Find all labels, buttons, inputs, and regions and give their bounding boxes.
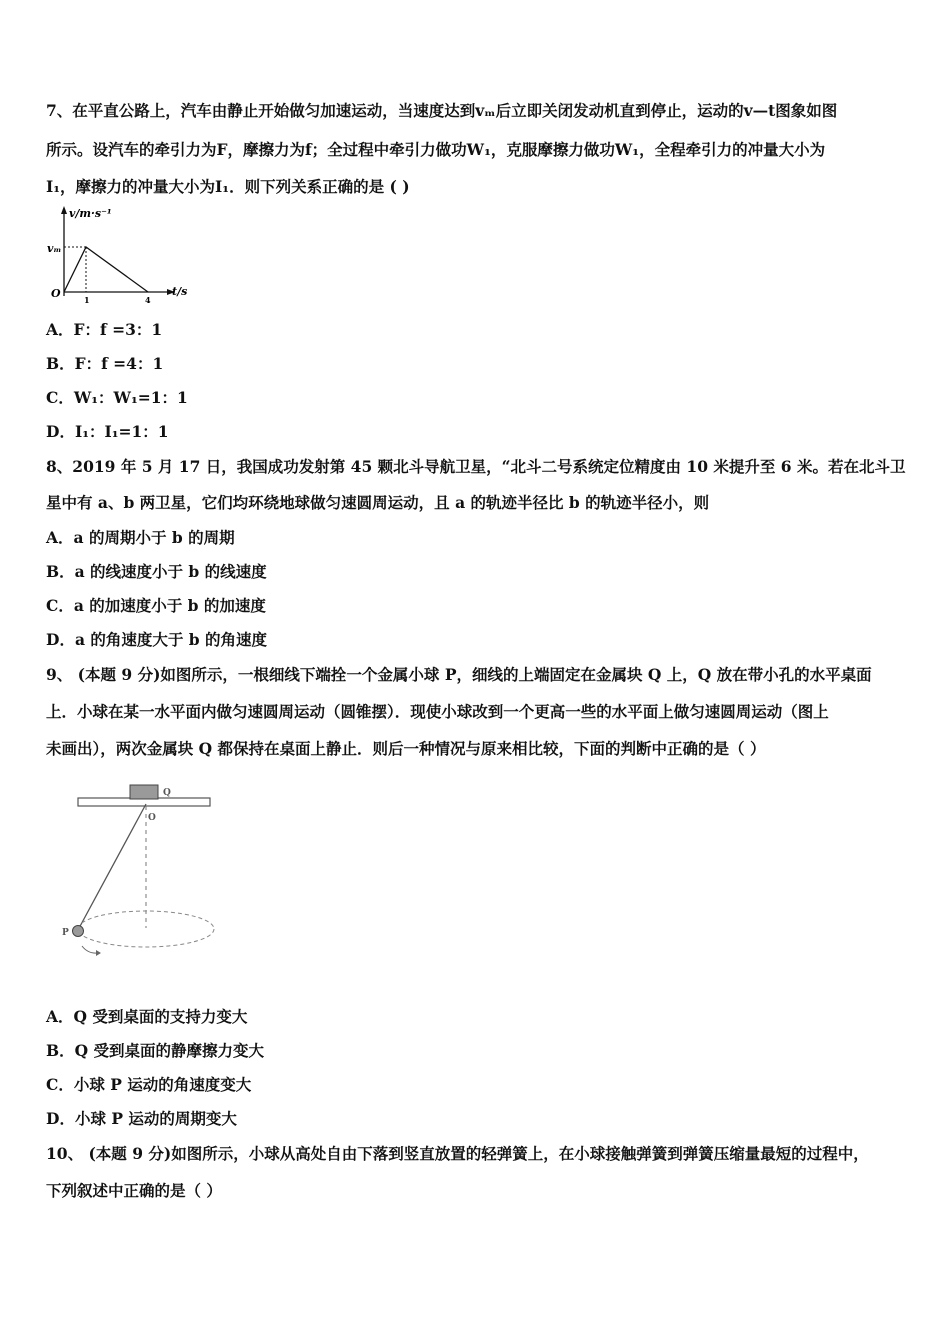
q9-ball-p xyxy=(73,926,84,937)
q7-tick-1: 1 xyxy=(84,295,90,305)
q9-block-q xyxy=(130,785,158,799)
q9-stem-line-3: 未画出），两次金属块 Q 都保持在桌面上静止．则后一种情况与原来相比较，下面的判断中正确的是（ ） xyxy=(46,739,766,758)
q7-y-axis-arrow xyxy=(61,206,67,214)
q8-stem-line-2: 星中有 a、b 两卫星，它们均环绕地球做匀速圆周运动，且 a 的轨迹半径比 b 的轨迹半径小，则 xyxy=(46,493,710,512)
q7-y-axis-label: v/m·s⁻¹ xyxy=(69,207,112,220)
q9-option-a[interactable]: A．Q 受到桌面的支持力变大 xyxy=(46,1007,248,1026)
q9-stem-line-1: 9、 (本题 9 分)如图所示，一根细线下端拴一个金属小球 P，细线的上端固定在金属块 Q 上，Q 放在带小孔的水平桌面 xyxy=(46,665,872,684)
q10-stem-line-1: 10、 (本题 9 分)如图所示，小球从高处自由下落到竖直放置的轻弹簧上，在小球接触弹簧到弹簧压缩量最短的过程中， xyxy=(46,1144,869,1163)
q7-option-c[interactable]: C．W₁：W₁=1：1 xyxy=(46,388,188,407)
q10-stem-line-2: 下列叙述中正确的是（ ） xyxy=(46,1181,222,1200)
q7-stem-line-3: I₁，摩擦力的冲量大小为I₁．则下列关系正确的是 ( ) xyxy=(46,177,410,196)
q8-stem-line-1: 8、2019 年 5 月 17 日，我国成功发射第 45 颗北斗导航卫星，“北斗二号系统定位精度由 10 米提升至 6 米。若在北斗卫 xyxy=(46,457,906,476)
q8-option-d[interactable]: D．a 的角速度大于 b 的角速度 xyxy=(46,630,268,649)
q7-tick-4: 4 xyxy=(145,295,151,305)
q9-string xyxy=(78,804,146,930)
q9-label-o: O xyxy=(148,813,156,823)
q8-option-b[interactable]: B．a 的线速度小于 b 的线速度 xyxy=(46,562,267,581)
q8-option-a[interactable]: A．a 的周期小于 b 的周期 xyxy=(46,528,235,547)
q9-option-d[interactable]: D．小球 P 运动的周期变大 xyxy=(46,1109,237,1128)
q8-option-c[interactable]: C．a 的加速度小于 b 的加速度 xyxy=(46,596,266,615)
q9-option-b[interactable]: B．Q 受到桌面的静摩擦力变大 xyxy=(46,1041,264,1060)
q7-vm-label: vₘ xyxy=(47,242,62,255)
q9-conical-pendulum-figure xyxy=(62,778,230,968)
q7-vt-graph xyxy=(44,204,194,304)
q9-label-p: P xyxy=(62,928,69,938)
q9-rotation-arrowhead xyxy=(96,950,101,956)
q7-stem-line-1: 7、在平直公路上，汽车由静止开始做匀加速运动，当速度达到vₘ后立即关闭发动机直到停止，运动的v—t图象如图 xyxy=(46,101,838,120)
q7-stem-line-2: 所示。设汽车的牵引力为F，摩擦力为f；全过程中牵引力做功W₁，克服摩擦力做功W₁，全程牵引力的冲量大小为 xyxy=(46,140,826,159)
q7-option-b[interactable]: B．F：f =4：1 xyxy=(46,354,164,373)
q9-option-c[interactable]: C．小球 P 运动的角速度变大 xyxy=(46,1075,252,1094)
q9-label-q: Q xyxy=(163,788,171,798)
q7-x-axis-label: t/s xyxy=(172,285,188,298)
q9-stem-line-2: 上．小球在某一水平面内做匀速圆周运动（圆锥摆）．现使小球改到一个更高一些的水平面上做匀速圆周运动（图上 xyxy=(46,702,829,721)
q7-option-d[interactable]: D．I₁：I₁=1：1 xyxy=(46,422,169,441)
q7-velocity-line xyxy=(64,247,148,292)
q9-rotation-arrow xyxy=(82,946,98,953)
q7-origin-label: O xyxy=(51,287,61,300)
q9-orbit xyxy=(78,911,214,947)
q7-option-a[interactable]: A．F：f =3：1 xyxy=(46,320,163,339)
